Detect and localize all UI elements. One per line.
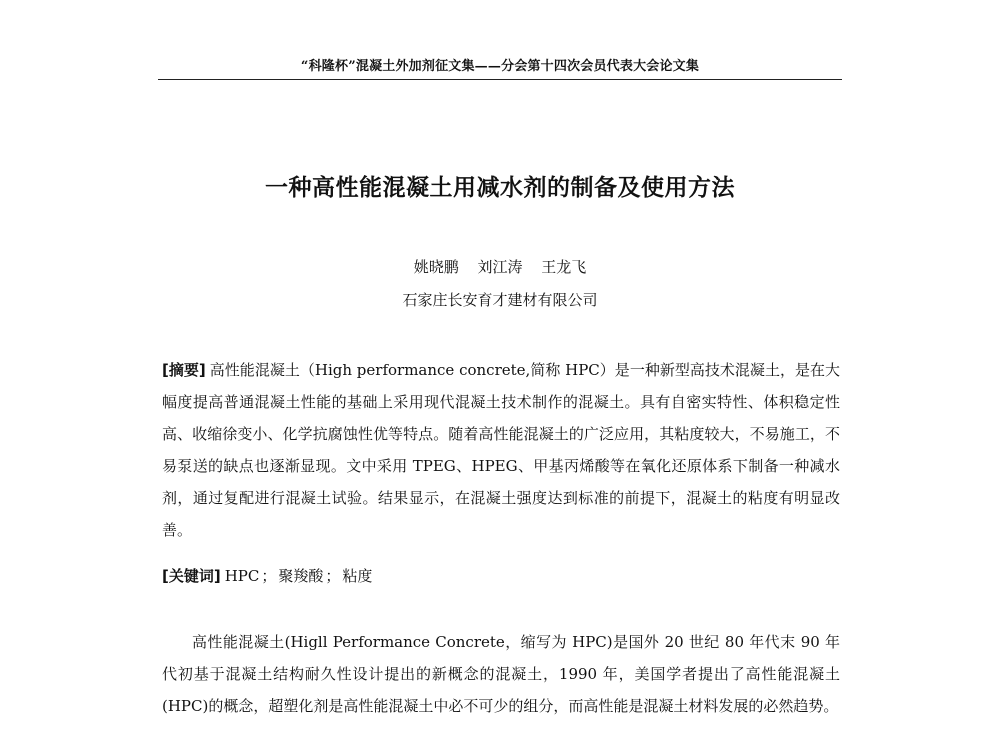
- keyword-2: 聚羧酸: [278, 567, 324, 585]
- affiliation: 石家庄长安育才建材有限公司: [402, 291, 598, 309]
- keywords: [162, 563, 840, 589]
- keyword-1: HPC: [224, 567, 260, 585]
- running-header: “科隆杯”混凝土外加剂征文集——分会第十四次会员代表大会论文集: [300, 59, 700, 74]
- author-2: 刘江涛: [477, 258, 523, 276]
- keyword-separator: ；: [325, 567, 341, 585]
- author-list: [158, 257, 842, 277]
- abstract-label: [摘要]: [162, 361, 206, 379]
- paper-title: 一种高性能混凝土用减水剂的制备及使用方法: [265, 175, 735, 201]
- header-rule: [158, 79, 842, 80]
- keyword-separator: ；: [261, 567, 277, 585]
- keyword-3: 粘度: [342, 567, 373, 585]
- author-1: 姚晓鹏: [413, 258, 459, 276]
- intro-paragraph: 高性能混凝土(Higll Performance Concrete，缩写为 HPC)是国外 20 世纪 80 年代末 90 年代初基于混凝土结构耐久性设计提出的新概念的混凝土，1990 年，美国学者提出了高性能混凝土(HPC)的概念，超塑化剂是高性能混凝土中必不可少的组分，而高性能是混凝土材料发展的必然趋势。: [162, 633, 840, 715]
- abstract: [162, 354, 840, 546]
- keywords-label: [关键词]: [162, 567, 221, 585]
- abstract-text: 高性能混凝土（High performance concrete,简称 HPC）是一种新型高技术混凝土，是在大幅度提高普通混凝土性能的基础上采用现代混凝土技术制作的混凝土。具有自密实特性、体积稳定性高、收缩徐变小、化学抗腐蚀性优等特点。随着高性能混凝土的广泛应用，其粘度较大，不易施工，不易泵送的缺点也逐渐显现。文中采用 TPEG、HPEG、甲基丙烯酸等在氧化还原体系下制备一种减水剂，通过复配进行混凝土试验。结果显示，在混凝土强度达到标准的前提下，混凝土的粘度有明显改善。: [162, 361, 840, 539]
- author-3: 王龙飞: [541, 258, 587, 276]
